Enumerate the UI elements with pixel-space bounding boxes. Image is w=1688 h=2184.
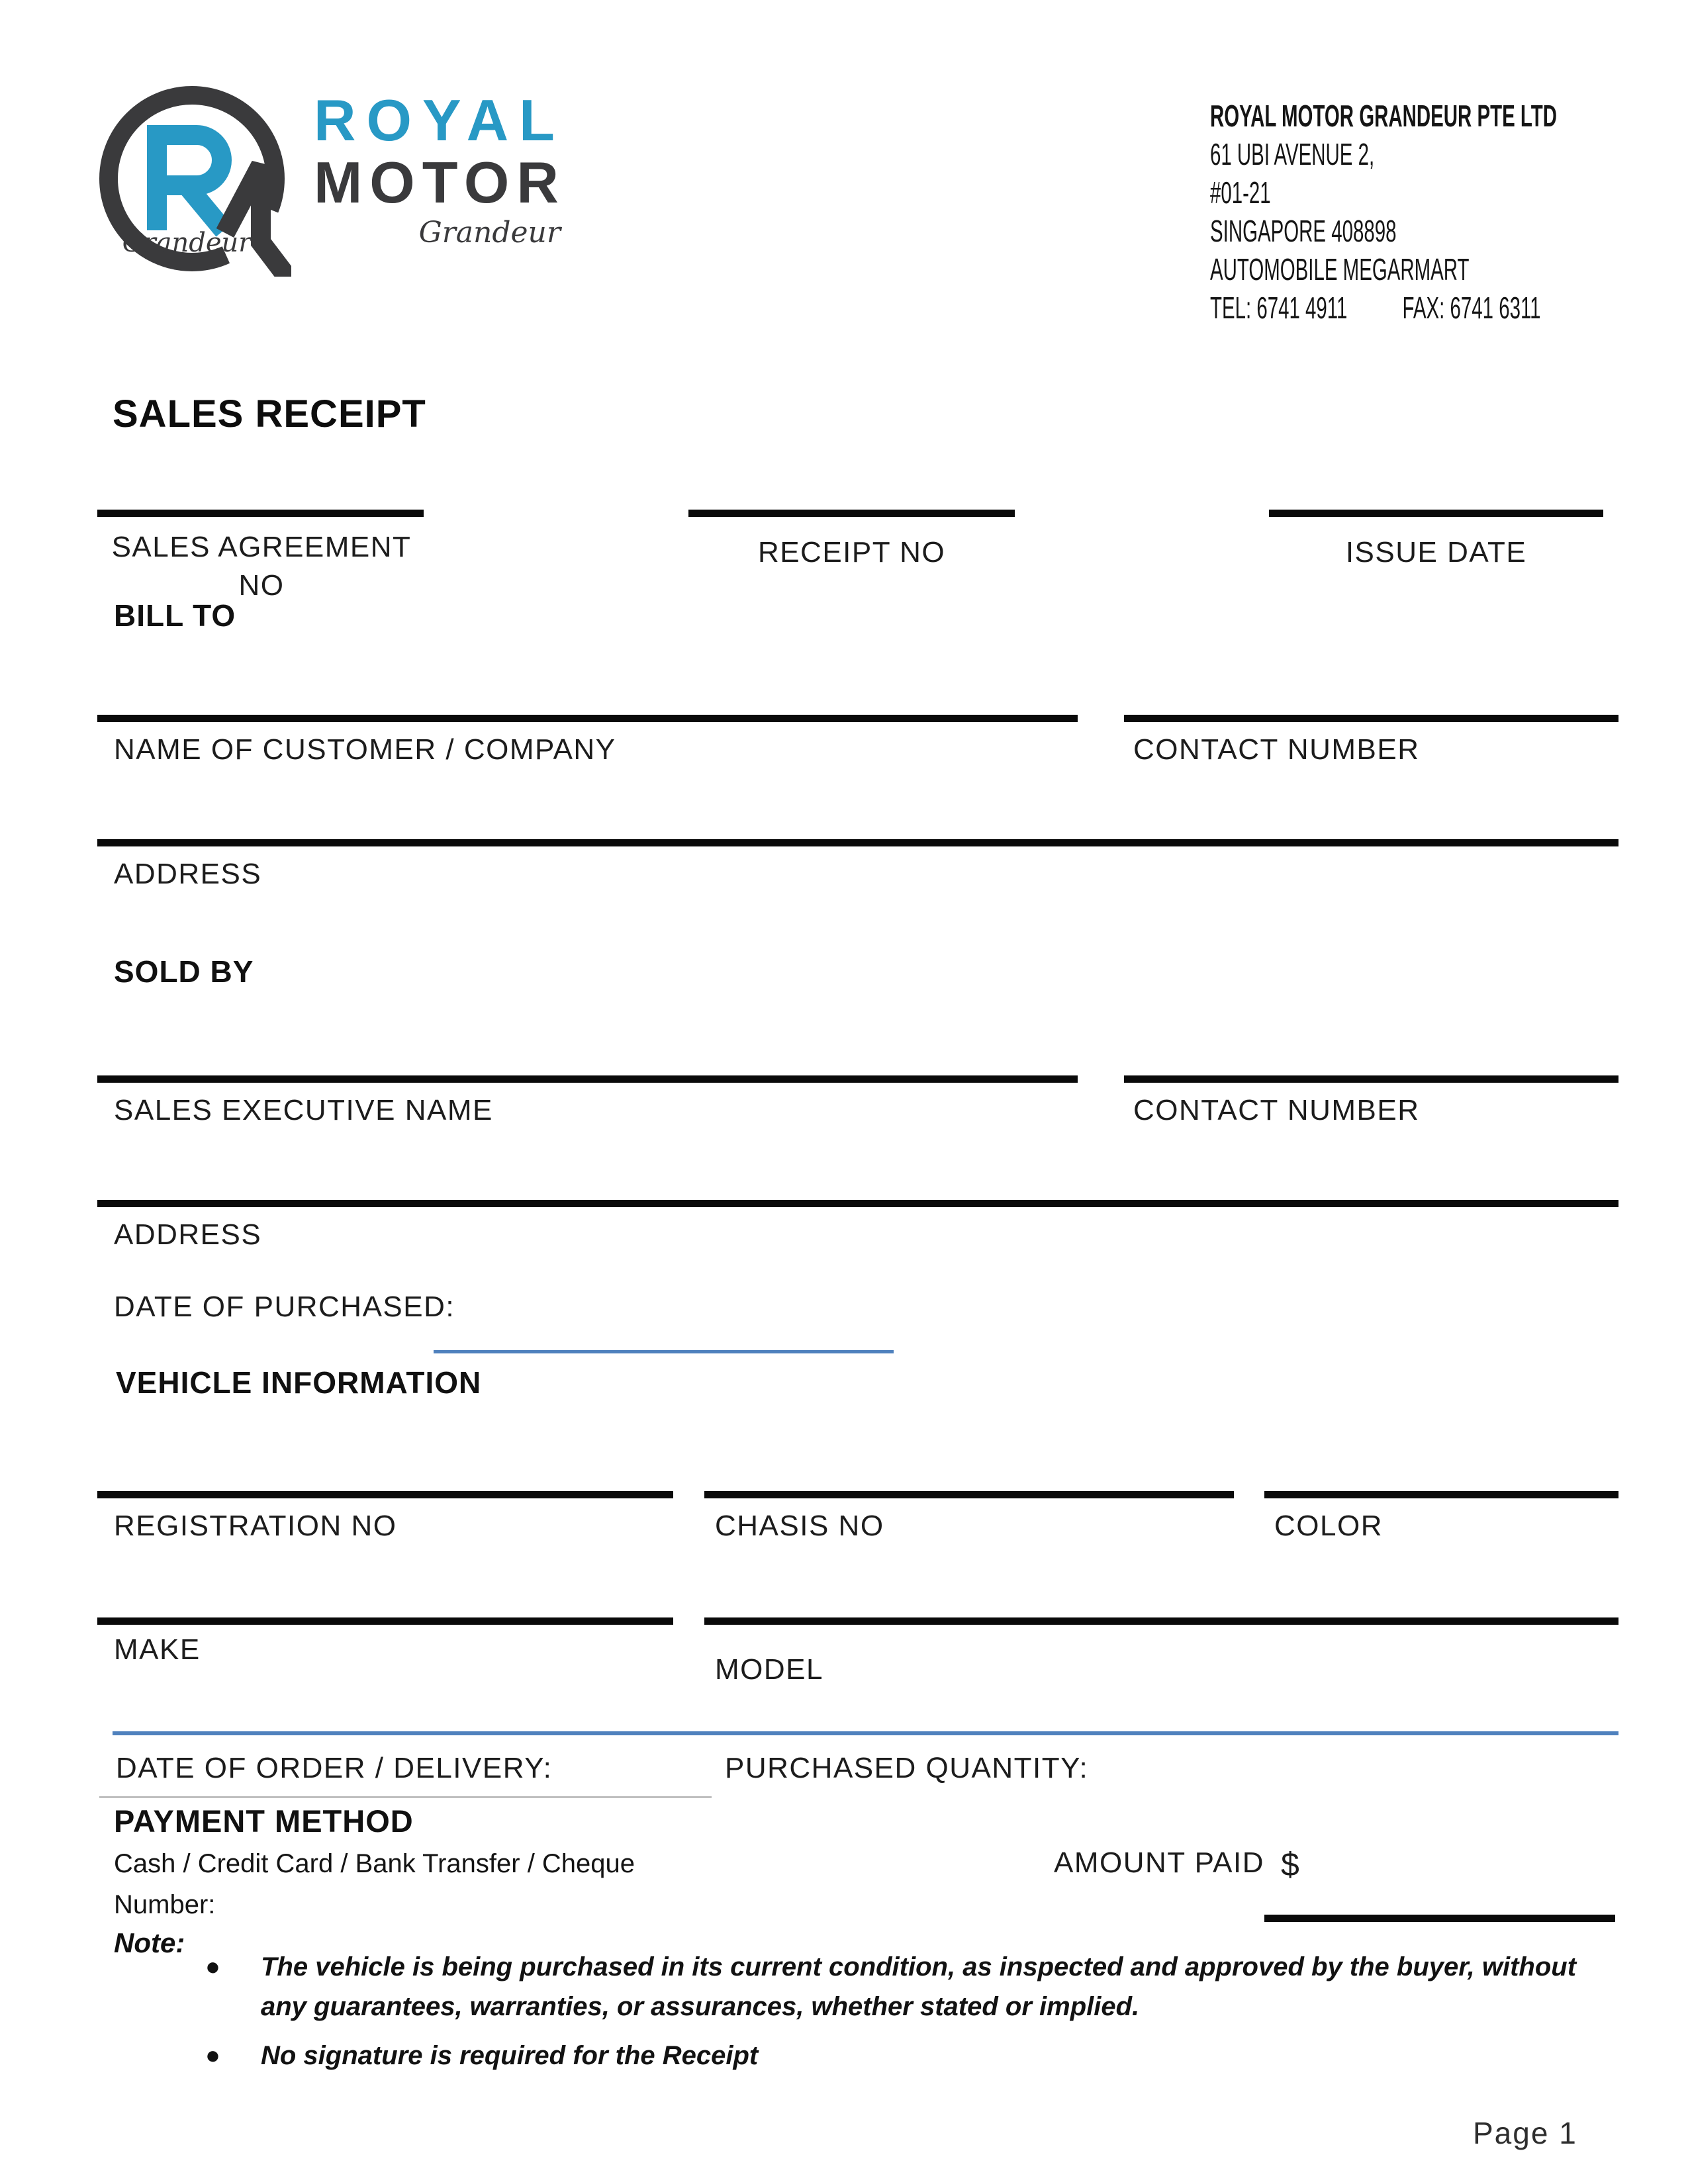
executive-contact-field-line bbox=[1124, 1075, 1618, 1083]
royal-motor-monogram-icon bbox=[93, 78, 291, 277]
receipt-no-label: RECEIPT NO bbox=[757, 536, 946, 569]
executive-name-field-line bbox=[97, 1075, 1078, 1083]
company-tel: TEL: 6741 4911 bbox=[1210, 291, 1348, 325]
color-field-line bbox=[1264, 1491, 1618, 1498]
date-of-purchased-label: DATE OF PURCHASED: bbox=[114, 1291, 455, 1323]
sales-agreement-no-field-line bbox=[97, 510, 424, 517]
monogram-script-text: Grandeur bbox=[122, 228, 252, 258]
payment-section-divider-line bbox=[99, 1796, 712, 1798]
model-field-line bbox=[704, 1617, 1618, 1625]
model-label: MODEL bbox=[715, 1653, 823, 1686]
sales-agreement-no-label: SALES AGREEMENT NO bbox=[111, 531, 412, 602]
executive-name-label: SALES EXECUTIVE NAME bbox=[114, 1094, 493, 1126]
page-number: Page 1 bbox=[1473, 2116, 1577, 2150]
payment-number-label: Number: bbox=[114, 1890, 216, 1919]
make-label: MAKE bbox=[114, 1633, 201, 1666]
payment-methods-text: Cash / Credit Card / Bank Transfer / Cheque bbox=[114, 1849, 635, 1878]
wordmark-script: Grandeur bbox=[418, 216, 561, 250]
customer-address-field-line bbox=[97, 839, 1618, 846]
company-address-line2: #01-21 bbox=[1210, 175, 1271, 210]
chasis-no-label: CHASIS NO bbox=[715, 1510, 884, 1542]
registration-no-field-line bbox=[97, 1491, 673, 1498]
company-header-block bbox=[1210, 97, 1557, 327]
bullet-icon: ● bbox=[205, 1953, 220, 1981]
company-fax: FAX: 6741 6311 bbox=[1402, 291, 1541, 325]
note-item: ● No signature is required for the Receipt bbox=[200, 2036, 1577, 2075]
note-heading: Note: bbox=[114, 1927, 185, 1958]
color-label: COLOR bbox=[1274, 1510, 1383, 1542]
company-name: ROYAL MOTOR GRANDEUR PTE LTD bbox=[1210, 99, 1557, 133]
company-logo bbox=[93, 78, 566, 277]
wordmark-motor: MOTOR bbox=[314, 150, 566, 215]
executive-address-field-line bbox=[97, 1200, 1618, 1207]
customer-contact-label: CONTACT NUMBER bbox=[1133, 733, 1420, 766]
company-address-line3: SINGAPORE 408898 bbox=[1210, 214, 1397, 248]
company-address-line1: 61 UBI AVENUE 2, bbox=[1210, 137, 1375, 171]
date-of-purchased-field-line bbox=[434, 1350, 894, 1353]
make-field-line bbox=[97, 1617, 673, 1625]
issue-date-label: ISSUE DATE bbox=[1345, 536, 1527, 569]
wordmark-royal: ROYAL bbox=[314, 87, 565, 153]
executive-contact-label: CONTACT NUMBER bbox=[1133, 1094, 1420, 1126]
amount-paid-label: AMOUNT PAID bbox=[1054, 1846, 1265, 1879]
executive-address-label: ADDRESS bbox=[114, 1218, 262, 1251]
order-section-divider-line bbox=[113, 1731, 1618, 1735]
currency-symbol: $ bbox=[1281, 1846, 1301, 1883]
logo-wordmark bbox=[314, 78, 566, 250]
vehicle-information-heading: VEHICLE INFORMATION bbox=[116, 1365, 482, 1400]
purchased-quantity-label: PURCHASED QUANTITY: bbox=[725, 1752, 1089, 1784]
page-title: SALES RECEIPT bbox=[113, 392, 426, 435]
company-tagline: AUTOMOBILE MEGARMART bbox=[1210, 252, 1470, 287]
registration-no-label: REGISTRATION NO bbox=[114, 1510, 397, 1542]
note-list bbox=[200, 1947, 1577, 2085]
sold-by-heading: SOLD BY bbox=[114, 954, 254, 989]
customer-address-label: ADDRESS bbox=[114, 858, 262, 890]
customer-contact-field-line bbox=[1124, 715, 1618, 722]
note-item: ● The vehicle is being purchased in its current condition, as inspected and approved by the buyer, without any guarantees, warranties, or assurances, whether stated or implied. bbox=[200, 1947, 1577, 2026]
bullet-icon: ● bbox=[205, 2042, 220, 2070]
issue-date-field-line bbox=[1269, 510, 1603, 517]
company-tel-fax-line bbox=[1210, 289, 1557, 327]
date-of-order-label: DATE OF ORDER / DELIVERY: bbox=[116, 1752, 553, 1784]
amount-paid-field-line bbox=[1264, 1915, 1615, 1922]
payment-method-heading: PAYMENT METHOD bbox=[114, 1803, 414, 1839]
receipt-no-field-line bbox=[688, 510, 1015, 517]
bill-to-heading: BILL TO bbox=[114, 598, 236, 633]
customer-name-field-line bbox=[97, 715, 1078, 722]
chasis-no-field-line bbox=[704, 1491, 1234, 1498]
customer-name-label: NAME OF CUSTOMER / COMPANY bbox=[114, 733, 616, 766]
